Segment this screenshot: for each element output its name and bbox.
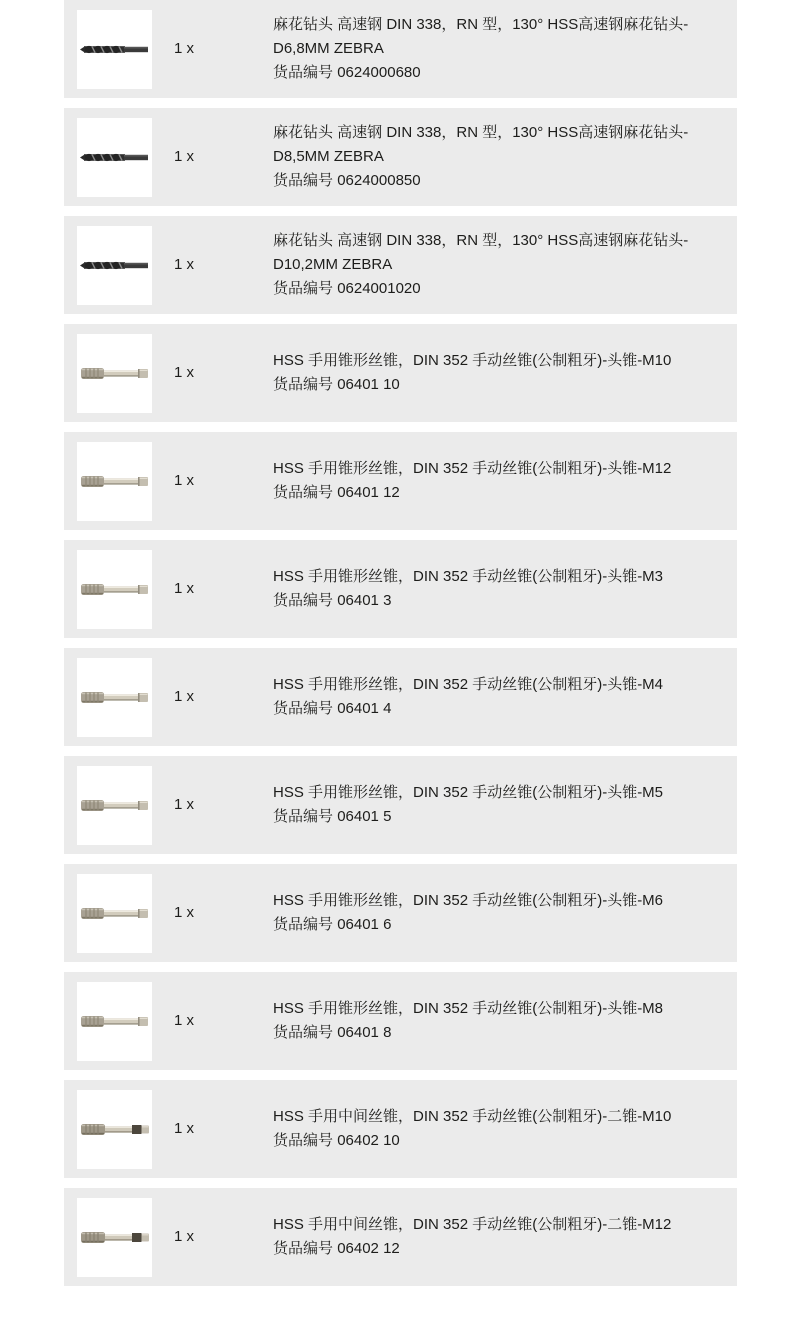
product-description	[273, 457, 733, 505]
quantity-label: 1 x	[174, 148, 195, 165]
product-title: HSS 手用中间丝锥，DIN 352 手动丝锥(公制粗牙)-二锥-M10	[273, 1108, 672, 1125]
product-row	[64, 864, 737, 962]
product-description	[273, 1213, 733, 1261]
article-number-value: 0624001020	[337, 280, 421, 297]
product-description	[273, 229, 733, 301]
quantity-label: 1 x	[174, 472, 195, 489]
article-number-label: 货品编号	[273, 592, 334, 609]
product-title: HSS 手用锥形丝锥，DIN 352 手动丝锥(公制粗牙)-头锥-M3	[273, 568, 664, 585]
article-number-label: 货品编号	[273, 376, 334, 393]
tap-first-icon	[77, 550, 152, 629]
tap-first-icon	[77, 766, 152, 845]
product-thumbnail	[77, 226, 152, 305]
quantity-label: 1 x	[174, 1012, 195, 1029]
product-row	[64, 1080, 737, 1178]
quantity-label: 1 x	[174, 40, 195, 57]
product-title: HSS 手用中间丝锥，DIN 352 手动丝锥(公制粗牙)-二锥-M12	[273, 1216, 672, 1233]
product-title: HSS 手用锥形丝锥，DIN 352 手动丝锥(公制粗牙)-头锥-M4	[273, 676, 664, 693]
article-number-value: 06401 4	[337, 700, 392, 717]
product-title: HSS 手用锥形丝锥，DIN 352 手动丝锥(公制粗牙)-头锥-M6	[273, 892, 664, 909]
article-number-value: 06401 8	[337, 1024, 392, 1041]
product-row	[64, 756, 737, 854]
product-description	[273, 889, 733, 937]
article-number-label: 货品编号	[273, 172, 334, 189]
article-number-line	[273, 169, 733, 193]
product-row	[64, 1188, 737, 1286]
product-thumbnail	[77, 982, 152, 1061]
product-title: 麻花钻头 高速钢 DIN 338，RN 型，130° HSS高速钢麻花钻头-D8,5MM ZEBRA	[273, 124, 689, 165]
product-thumbnail	[77, 10, 152, 89]
article-number-label: 货品编号	[273, 916, 334, 933]
product-description	[273, 565, 733, 613]
product-description	[273, 349, 733, 397]
article-number-line	[273, 373, 733, 397]
product-description	[273, 997, 733, 1045]
product-title: HSS 手用锥形丝锥，DIN 352 手动丝锥(公制粗牙)-头锥-M10	[273, 352, 672, 369]
article-number-value: 06401 12	[337, 484, 400, 501]
article-number-value: 06401 10	[337, 376, 400, 393]
tap-first-icon	[77, 658, 152, 737]
article-number-line	[273, 913, 733, 937]
article-number-label: 货品编号	[273, 64, 334, 81]
product-row	[64, 216, 737, 314]
product-thumbnail	[77, 550, 152, 629]
quantity-label: 1 x	[174, 364, 195, 381]
tap-first-icon	[77, 982, 152, 1061]
product-description	[273, 781, 733, 829]
article-number-label: 货品编号	[273, 1132, 334, 1149]
product-thumbnail	[77, 874, 152, 953]
article-number-value: 0624000850	[337, 172, 421, 189]
product-thumbnail	[77, 334, 152, 413]
product-row	[64, 540, 737, 638]
product-row	[64, 108, 737, 206]
product-row	[64, 0, 737, 98]
product-thumbnail	[77, 766, 152, 845]
article-number-value: 06401 3	[337, 592, 392, 609]
article-number-line	[273, 697, 733, 721]
article-number-line	[273, 481, 733, 505]
product-thumbnail	[77, 1090, 152, 1169]
tap-first-icon	[77, 442, 152, 521]
article-number-value: 06401 6	[337, 916, 392, 933]
product-title: HSS 手用锥形丝锥，DIN 352 手动丝锥(公制粗牙)-头锥-M12	[273, 460, 672, 477]
product-row	[64, 324, 737, 422]
tap-second-icon	[77, 1090, 152, 1169]
quantity-label: 1 x	[174, 1120, 195, 1137]
article-number-line	[273, 277, 733, 301]
quantity-label: 1 x	[174, 1228, 195, 1245]
product-description	[273, 1105, 733, 1153]
product-title: 麻花钻头 高速钢 DIN 338，RN 型，130° HSS高速钢麻花钻头-D10,2MM ZEBRA	[273, 232, 689, 273]
article-number-label: 货品编号	[273, 1240, 334, 1257]
tap-second-icon	[77, 1198, 152, 1277]
drill-bit-icon	[77, 118, 152, 197]
product-description	[273, 13, 733, 85]
article-number-label: 货品编号	[273, 1024, 334, 1041]
article-number-line	[273, 589, 733, 613]
article-number-value: 0624000680	[337, 64, 421, 81]
article-number-line	[273, 1021, 733, 1045]
product-thumbnail	[77, 442, 152, 521]
article-number-line	[273, 1237, 733, 1261]
tap-first-icon	[77, 334, 152, 413]
article-number-label: 货品编号	[273, 700, 334, 717]
product-row	[64, 648, 737, 746]
article-number-value: 06401 5	[337, 808, 392, 825]
drill-bit-icon	[77, 226, 152, 305]
article-number-label: 货品编号	[273, 280, 334, 297]
product-title: 麻花钻头 高速钢 DIN 338，RN 型，130° HSS高速钢麻花钻头-D6,8MM ZEBRA	[273, 16, 689, 57]
article-number-line	[273, 805, 733, 829]
product-row	[64, 972, 737, 1070]
quantity-label: 1 x	[174, 580, 195, 597]
tap-first-icon	[77, 874, 152, 953]
product-description	[273, 121, 733, 193]
product-thumbnail	[77, 1198, 152, 1277]
quantity-label: 1 x	[174, 688, 195, 705]
drill-bit-icon	[77, 10, 152, 89]
product-title: HSS 手用锥形丝锥，DIN 352 手动丝锥(公制粗牙)-头锥-M8	[273, 1000, 664, 1017]
product-row	[64, 432, 737, 530]
product-thumbnail	[77, 118, 152, 197]
article-number-line	[273, 1129, 733, 1153]
article-number-label: 货品编号	[273, 808, 334, 825]
article-number-value: 06402 10	[337, 1132, 400, 1149]
quantity-label: 1 x	[174, 256, 195, 273]
quantity-label: 1 x	[174, 904, 195, 921]
product-list	[64, 0, 737, 1286]
article-number-value: 06402 12	[337, 1240, 400, 1257]
quantity-label: 1 x	[174, 796, 195, 813]
product-description	[273, 673, 733, 721]
article-number-line	[273, 61, 733, 85]
product-thumbnail	[77, 658, 152, 737]
product-title: HSS 手用锥形丝锥，DIN 352 手动丝锥(公制粗牙)-头锥-M5	[273, 784, 664, 801]
article-number-label: 货品编号	[273, 484, 334, 501]
